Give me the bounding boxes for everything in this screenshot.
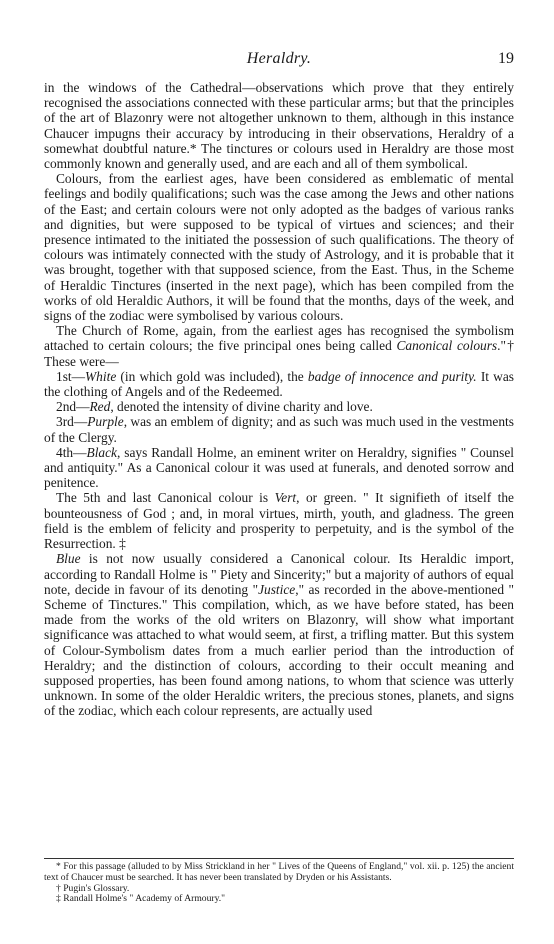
page-number: 19 — [498, 50, 514, 67]
text-run: , denoted the intensity of divine charity and love. — [110, 399, 373, 415]
paragraph — [44, 369, 514, 399]
italic-text: Blue — [56, 551, 81, 567]
italic-text: Justice — [258, 581, 296, 597]
text-run: ‡ Randall Holme's " Academy of Armoury." — [56, 893, 226, 905]
text-run: The 5th and last Canonical colour is — [56, 490, 275, 506]
text-run: 2nd— — [56, 399, 90, 415]
paragraph — [44, 171, 514, 323]
footnote — [44, 862, 514, 884]
text-run: Colours, from the earliest ages, have been considered as emblematic of mental feelings and bodily qualifications; such was the case among the Jews and other nations of the East; and certain colours were not only adopted as the badges of various ranks and dignities, but were supposed to be typical of virtues and sciences; and their presence intimated to the initiated the possession of such qualifications. The theory of colours was intimately connected with the study of Astrology, and it is probable that it was brought, together with that supposed science, from the East. Thus, in the Scheme of Heraldic Tinctures (inserted in the next page), which has been compiled from the works of old Heraldic Authors, it will be found that the months, days of the week, and signs of the zodiac were symbolised by various colours. — [44, 171, 514, 324]
text-run: , or green. " It signifieth of itself the bounteousness of God ; and, in moral virtues, mirth, youth, and gladness. The green field is the emblem of felicity and prosperity to perpetuity, and is the symbol of the Resurrection. ‡ — [44, 490, 514, 552]
paragraph — [44, 323, 514, 369]
footnote-divider — [44, 858, 514, 859]
text-run: * For this passage (alluded to by Miss Strickland in her " Lives of the Queens of England," vol. xii. p. 125) the ancient text of Chaucer must be searched. It has never been translated by Dryden or his Assistants. — [44, 861, 514, 883]
paragraph — [44, 414, 514, 444]
text-run: The Church of Rome, again, from the earliest ages has recognised the symbolism attached to certain colours; the five principal ones being called — [44, 323, 514, 354]
italic-text: Red — [89, 399, 111, 415]
italic-text: White — [85, 368, 117, 384]
body-text — [44, 80, 514, 719]
italic-text: Canonical colours — [396, 338, 498, 354]
paragraph — [44, 490, 514, 551]
text-run: 1st— — [56, 368, 86, 384]
footnotes — [44, 862, 514, 905]
text-run: in the windows of the Cathedral—observations which prove that they entirely recognised the associations connected with these particular arms; but that the principles of the art of Blazonry were not altogether unknown to them, although in this instance Chaucer impugns their accuracy by introducing in their observations, Heraldry of a somewhat doubtful nature.* The tinctures or colours used in Heraldry are those most commonly known and generally used, and are each and all of them symbolical. — [44, 80, 514, 172]
paragraph — [44, 445, 514, 491]
footnote — [44, 894, 514, 905]
page-header — [44, 50, 514, 70]
italic-text: badge of innocence and purity. — [307, 368, 477, 384]
text-run: 3rd— — [56, 414, 88, 430]
italic-text: Black — [86, 444, 117, 460]
running-head: Heraldry. — [246, 50, 312, 67]
text-run: It was the clothing of Angels and of the Redeemed. — [44, 368, 514, 400]
text-run: , says Randall Holme, an eminent writer on Heraldry, signifies " Counsel and antiquity." As a Canonical colour it was used at funerals, and denoted sorrow and penitence. — [44, 444, 514, 491]
text-run: ," as recorded in the above-mentioned " Scheme of Tinctures." This compilation, which, as we have before stated, has been made from the works of the old writers on Blazonry, will show what important significance was attached to what would seem, at first, a trifling matter. But this system of Colour-Symbolism dates from a much earlier period than the introduction of Heraldry; and the distinction of colours, according to their occult meaning and supposed properties, has been found among nations, to whom that science was utterly unknown. In some of the older Heraldic writers, the precious stones, planets, and signs of the zodiac, which each colour represents, are actually used — [44, 581, 514, 719]
paragraph — [44, 399, 514, 414]
text-run: (in which gold was included), the — [116, 368, 308, 384]
text-run: 4th— — [56, 444, 87, 460]
paragraph — [44, 551, 514, 718]
text-run: is not now usually considered a Canonical colour. Its Heraldic import, according to Randall Holme is " Piety and Sincerity;" but a majority of authors of equal note, decide in favour of its denoting " — [44, 551, 514, 597]
italic-text: Purple — [87, 414, 124, 430]
text-run: , was an emblem of dignity; and as such was much used in the vestments of the Clergy. — [44, 414, 514, 445]
italic-text: Vert — [274, 490, 297, 506]
text-run: ."† These were— — [44, 338, 514, 369]
text-run: † Pugin's Glossary. — [56, 882, 130, 894]
paragraph — [44, 80, 514, 171]
